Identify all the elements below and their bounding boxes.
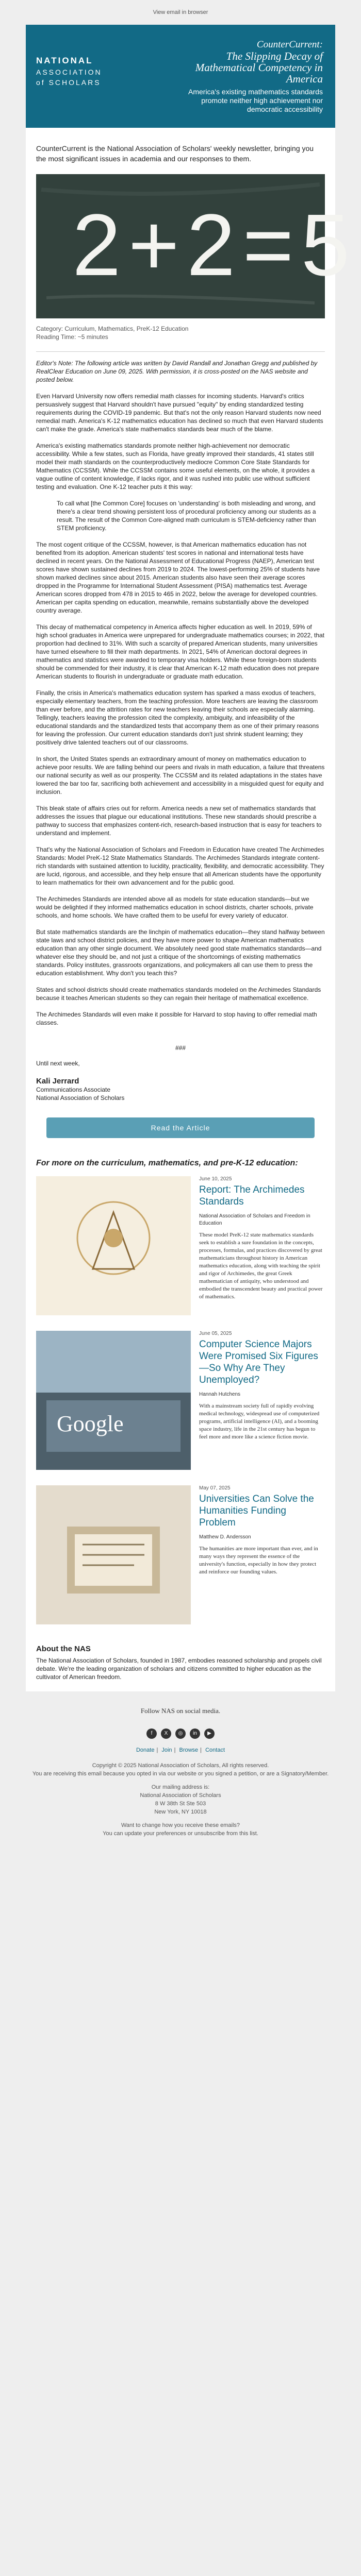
signature-role: Communications Associate bbox=[36, 1086, 111, 1093]
card-description: The humanities are more important than ever, and in many ways they represent the essence of the university's function, especially in how they protect and reinforce our founding values. bbox=[199, 1546, 318, 1575]
google-building-image[interactable] bbox=[36, 1331, 191, 1470]
copyright: Copyright © 2025 National Association of Scholars, All rights reserved. bbox=[92, 1762, 269, 1769]
preferences-text: Want to change how you receive these emails? bbox=[121, 1822, 240, 1828]
join-link[interactable]: Join bbox=[161, 1747, 172, 1753]
humanities-illustration bbox=[36, 1485, 191, 1624]
header-headline: The Slipping Decay of Mathematical Competency in America bbox=[195, 50, 323, 85]
paragraph: The Archimedes Standards are intended above all as models for state education standards—but we would be delighted if they informed mathematics education in school districts, charter schools, private schools, and home schools. We have crafted them to be useful for every variety of educator. bbox=[36, 895, 314, 919]
facebook-icon[interactable]: f bbox=[146, 1728, 157, 1739]
related-card[interactable] bbox=[26, 1176, 335, 1331]
card-description: With a mainstream society full of rapidly evolving medical technology, widespread use of computerized programs, artificial intelligence (AI), and a booming space industry, life in the 21st century has begun to feel more and more like a science fiction movie. bbox=[199, 1403, 320, 1440]
block-quote: To call what [the Common Core] focuses on 'understanding' is both misleading and wrong, and there's a clear trend showing persistent loss of procedural proficiency among our students as a result. The result of the Common Core-aligned math curriculum is STEM-deficiency rather than STEM proficiency. bbox=[57, 500, 316, 532]
contact-link[interactable]: Contact bbox=[205, 1747, 225, 1753]
address-label: Our mailing address is: bbox=[151, 1784, 210, 1790]
end-mark: ### bbox=[175, 1044, 186, 1052]
closing-line: Until next week, bbox=[36, 1060, 80, 1067]
card-date: June 10, 2025 bbox=[199, 1176, 232, 1182]
card-author: Hannah Hutchens bbox=[199, 1392, 241, 1397]
hero-chalk-equation: 2+2=5 bbox=[72, 196, 357, 294]
hero-image[interactable] bbox=[36, 174, 357, 318]
read-article-button[interactable]: Read the Article bbox=[46, 1117, 315, 1138]
signature-name: Kali Jerrard bbox=[36, 1077, 79, 1086]
youtube-icon[interactable]: ▶ bbox=[204, 1728, 215, 1739]
logo-line1: NATIONAL bbox=[36, 56, 93, 65]
paragraph: That's why the National Association of Scholars and Freedom in Education have created The Archimedes Standards: Model PreK-12 State Mathematics Standards. The Archimedes Standards integrate content-rich standards with sustained attention to lucidity, practicality, flexibility, and democratic accessibility. They are lucid, rigorous, and accessible, and they help ensure that all American students have the opportunity to learn mathematics for their own advancement and for the public good. bbox=[36, 846, 324, 886]
paragraph: The most cogent critique of the CCSSM, however, is that American mathematics education has not benefited from its adoption. American students' test scores in national and international tests have declined in recent years. On the National Assessment of Educational Progress (NAEP), American test scores have shown sustained declines from 2019 to 2024. The lowest-performing 25% of students have shown marked declines since about 2015. American students also have seen their average scores dropped in the Programme for International Student Assessment (PISA) mathematics test. Average American scores dropped from 478 in 2015 to 465 in 2022, below the average for developed countries. American per capita spending on education, meanwhile, remains substantially above the developed country average. bbox=[36, 541, 320, 614]
related-card[interactable] bbox=[26, 1485, 335, 1640]
footer bbox=[0, 1691, 361, 1858]
top-bar bbox=[0, 0, 361, 25]
card-date: June 05, 2025 bbox=[199, 1331, 232, 1336]
related-card[interactable] bbox=[26, 1331, 335, 1485]
signature bbox=[26, 1067, 335, 1112]
paragraph: This decay of mathematical competency in America affects higher education as well. In 2019, 59% of high school graduates in America were unprepared for undergraduate mathematics courses; in 2022, that proportion had declined to 31%. With such a scarcity of prepared American students, many universities have turned elsewhere to fill their math departments. In 2021, 54% of American doctoral degrees in mathematics and statistics were awarded to temporary visa holders. While these foreign-born students should be commended for their industry, it is clear that American K-12 math education does not prepare American students to flourish in undergraduate or graduate math education. bbox=[36, 623, 324, 680]
about-section bbox=[26, 1640, 335, 1691]
more-heading: For more on the curriculum, mathematics, and pre-K-12 education: bbox=[36, 1159, 298, 1167]
paragraph: In short, the United States spends an extraordinary amount of money on mathematics education to achieve poor results. We are falling behind our peers and rivals in math education, a failure that threatens our national security as well as our prosperity. The CCSSM and its related adaptations in the states have lowered the bar too far, sacrificing both achievement and accessibility in a misguided quest for equity and inclusion. bbox=[36, 755, 325, 795]
archimedes-standards-cover-image[interactable] bbox=[36, 1176, 191, 1315]
address-line: New York, NY 10018 bbox=[154, 1809, 207, 1815]
instagram-icon[interactable]: ◎ bbox=[175, 1728, 186, 1739]
card-author: National Association of Scholars and Freedom in Education bbox=[199, 1213, 310, 1226]
humanities-funding-image[interactable] bbox=[36, 1485, 191, 1624]
signature-org: National Association of Scholars bbox=[36, 1094, 125, 1101]
article-body bbox=[26, 352, 335, 1027]
archimedes-illustration bbox=[36, 1176, 191, 1315]
card-title[interactable]: Report: The Archimedes Standards bbox=[199, 1184, 305, 1207]
browse-link[interactable]: Browse bbox=[179, 1747, 199, 1753]
header-subhead: America's existing mathematics standards promote neither high achievement nor democratic accessibility bbox=[188, 88, 323, 113]
logo-line3: of SCHOLARS bbox=[36, 78, 101, 87]
email-body bbox=[26, 25, 357, 1691]
unsubscribe-text[interactable]: You can update your preferences or unsubscribe from this list. bbox=[103, 1831, 258, 1837]
subscription-reason: You are receiving this email because you opted in via our website or you signed a petition, or are a Signatory/Member. bbox=[32, 1771, 329, 1777]
category-line: Category: Curriculum, Mathematics, PreK-12 Education bbox=[36, 325, 189, 332]
address-line: 8 W 38th St Ste 503 bbox=[155, 1801, 206, 1807]
donate-link[interactable]: Donate bbox=[136, 1747, 155, 1753]
view-in-browser-link[interactable]: View email in browser bbox=[153, 9, 208, 15]
editors-note: Editor's Note: The following article was written by David Randall and Jonathan Gregg and published by RealClear Education on June 09, 2025. With permission, it is cross-posted on the NAS website and posted below. bbox=[36, 360, 318, 383]
card-description: These model PreK-12 state mathematics standards seek to establish a sure foundation in the concepts, processes, formulas, and practices discovered by great mathematicians throughout history in American mathematics education, along with teaching the spirit and rigor of Archimedes, the great Greek mathematician of antiquity, who understood and embodied the transcendent beauty and practical power of mathematics. bbox=[199, 1232, 323, 1300]
footer-links: Donate | Join | Browse | Contact bbox=[136, 1747, 225, 1753]
linkedin-icon[interactable]: in bbox=[190, 1728, 200, 1739]
card-title[interactable]: Computer Science Majors Were Promised Six Figures—So Why Are They Unemployed? bbox=[199, 1339, 318, 1385]
paragraph: America's existing mathematics standards promote neither high-achievement nor democratic accessibility. While a few states, such as Florida, have greatly improved their standards, 41 states still model their math standards on the counterproductively mediocre Common Core State Standards for Mathematics (CCSSM). While the CCSSM contains some useful elements, on the whole, it provides a vague outline of content knowledge, if lacks rigor, and it was rushed into public use without sufficient testing and evaluation. One K-12 teacher puts it this way: bbox=[36, 442, 315, 490]
social-icons bbox=[0, 1728, 361, 1739]
about-heading: About the NAS bbox=[36, 1645, 91, 1653]
x-icon[interactable]: X bbox=[161, 1728, 171, 1739]
card-date: May 07, 2025 bbox=[199, 1485, 231, 1491]
cta-row bbox=[26, 1112, 335, 1159]
card-title[interactable]: Universities Can Solve the Humanities Funding Problem bbox=[199, 1494, 314, 1528]
related-card-text bbox=[191, 1176, 325, 1315]
paragraph: But state mathematics standards are the linchpin of mathematics education—they stand halfway between state laws and school district policies, and they have more power to shape American mathematics education than any other single document. We absolutely need good state mathematics standards—and whatever else they should be, and not just a critique of the shortcomings of existing mathematics standards. Policy institutes, grassroots organizations, and policymakers all can use them to press the education establishment. Why don't you teach this? bbox=[36, 928, 325, 977]
article-meta bbox=[26, 318, 335, 346]
logo-line2: ASSOCIATION bbox=[36, 68, 102, 76]
follow-text: Follow NAS on social media. bbox=[140, 1707, 221, 1715]
nas-logo[interactable] bbox=[26, 25, 180, 128]
paragraph: The Archimedes Standards will even make it possible for Harvard to stop having to offer remedial math classes. bbox=[36, 1011, 317, 1026]
paragraph: Even Harvard University now offers remedial math classes for incoming students. Harvard's critics persuasively suggest that Harvard shouldn't have pursued "equity" by ending standardized testing requirements during the COVID-19 pandemic. But that's not the only reason Harvard students now need remedial math. America's K-12 mathematics education has declined so much that even Harvard students can't make the grade. America's state mathematics standards bear much of the blame. bbox=[36, 393, 323, 433]
paragraph: States and school districts should create mathematics standards modeled on the Archimedes Standards because it teaches American students so they can regain their heritage of mathematical excellence. bbox=[36, 986, 321, 1002]
svg-text:Google: Google bbox=[57, 1411, 124, 1436]
header-banner bbox=[26, 25, 335, 128]
related-card-text bbox=[191, 1485, 325, 1624]
related-card-text bbox=[191, 1331, 325, 1470]
about-text: The National Association of Scholars, founded in 1987, embodies reasoned scholarship and propels civil debate. We're the leading organization of scholars and citizens committed to higher education as the cultivator of American freedom. bbox=[36, 1657, 322, 1681]
header-kicker: CounterCurrent: bbox=[256, 39, 323, 50]
reading-time-line: Reading Time: ~5 minutes bbox=[36, 333, 108, 341]
intro-text: CounterCurrent is the National Association of Scholars' weekly newsletter, bringing you the most significant issues in academia and our responses to them. bbox=[36, 144, 314, 163]
address-line: National Association of Scholars bbox=[140, 1792, 221, 1799]
paragraph: Finally, the crisis in America's mathematics education system has sparked a mass exodus of teachers, especially elementary teachers, from the teaching profession. More teachers are leaving the classroom than ever before, and the attrition rates for new teachers leaving their schools are especially alarming. Tellingly, teachers leaving the profession cited the complexity, ambiguity, and infeasibility of the educational standards and the standardized tests that accompany them as one of their primary reasons for leaving the profession. Our current education standards don't just shrink student learning; they positively drive talented teachers out of our classrooms. bbox=[36, 689, 319, 746]
paragraph: This bleak state of affairs cries out for reform. America needs a new set of mathematics standards that addresses the issues that plague our educational institutions. These new standards should prescribe a pathway to success that emphasizes content-rich, research-based instruction that is easy for teachers to understand and implement. bbox=[36, 805, 322, 837]
header-title-block bbox=[180, 25, 335, 128]
card-author: Matthew D. Andersson bbox=[199, 1534, 251, 1540]
google-building-illustration bbox=[36, 1331, 191, 1470]
